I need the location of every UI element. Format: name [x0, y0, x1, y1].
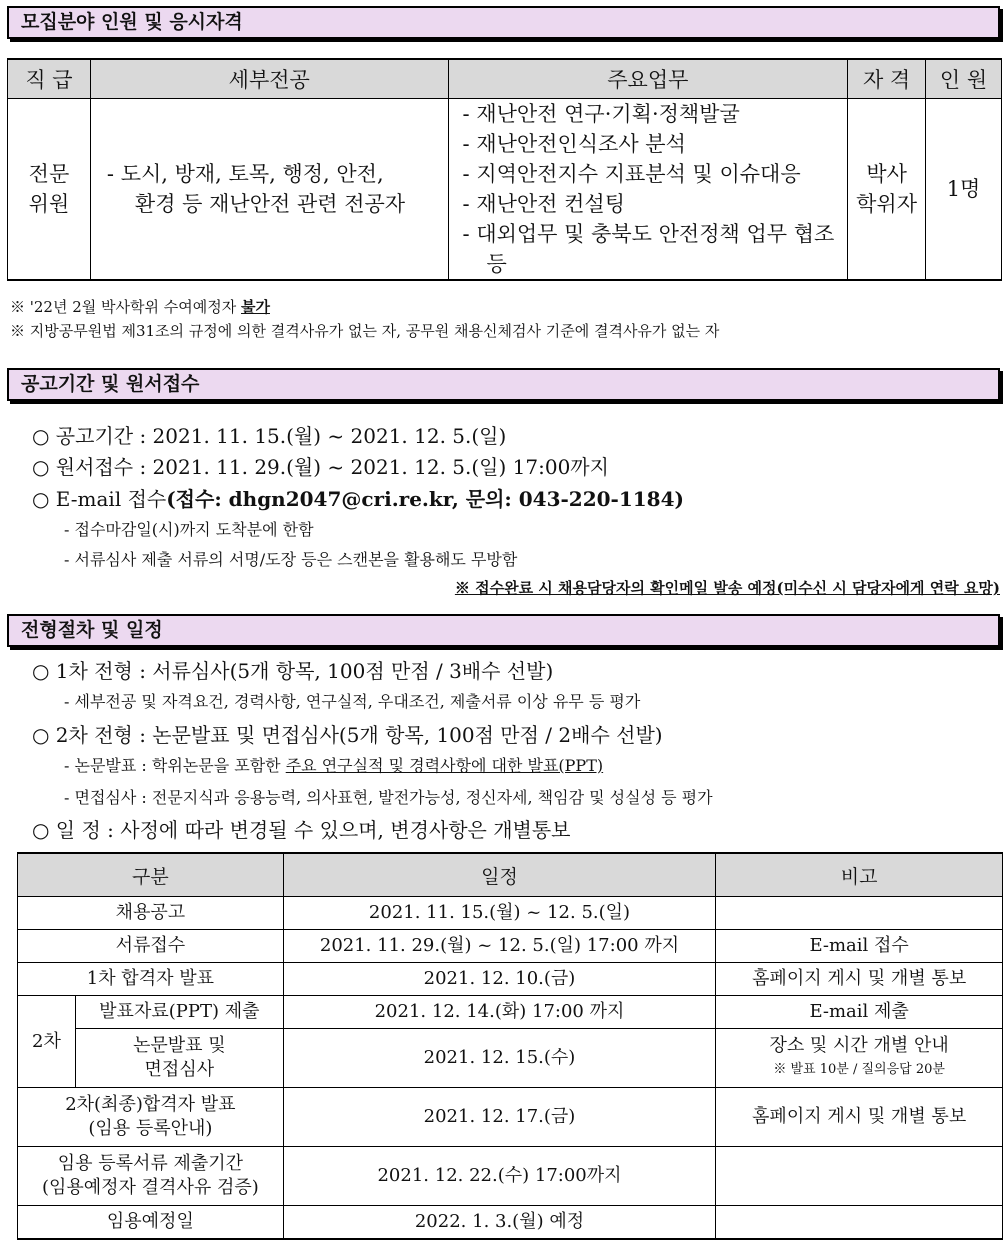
table-row: 2차 발표자료(PPT) 제출 2021. 12. 14.(화) 17:00 까지 E-mail 제출 — [18, 996, 1003, 1029]
period-notice: ○ 공고기간 : 2021. 11. 15.(월) ~ 2021. 12. 5.(일) — [32, 424, 507, 448]
header-count: 인 원 — [926, 59, 1002, 99]
section-title-recruit: 모집분야 인원 및 응시자격 — [7, 6, 1000, 39]
note-1: ※ '22년 2월 박사학위 수여예정자 불가 — [10, 298, 270, 316]
table-row: 서류접수 2021. 11. 29.(월) ~ 12. 5.(일) 17:00 까지 E-mail 접수 — [18, 930, 1003, 963]
period-sub-2: - 서류심사 제출 서류의 서명/도장 등은 스캔본을 활용해도 무방함 — [64, 550, 518, 569]
schedule-header — [18, 853, 1003, 897]
table-row: 임용예정일 2022. 1. 3.(월) 예정 — [18, 1206, 1003, 1240]
table-row: 임용 등록서류 제출기간 (임용예정자 결격사유 검증) 2021. 12. 22.(수) 17:00까지 — [18, 1147, 1003, 1206]
cell-major: - 도시, 방재, 토목, 행정, 안전, 환경 등 재난안전 관련 전공자 — [90, 99, 448, 281]
table-row: 1차 합격자 발표 2021. 12. 10.(금) 홈페이지 게시 및 개별 통보 — [18, 963, 1003, 996]
cell-duties: - 재난안전 연구·기획·정책발굴 - 재난안전인식조사 분석 - 지역안전지수 지표분석 및 이슈대응 - 재난안전 컨설팅 - 대외업무 및 충북도 안전정책 업무 협조 등 — [448, 99, 848, 281]
table-row: 논문발표 및 면접심사 2021. 12. 15.(수) 장소 및 시간 개별 안내 ※ 발표 10분 / 질의응답 20분 — [18, 1029, 1003, 1088]
process-step2-interview: - 면접심사 : 전문지식과 응용능력, 의사표현, 발전가능성, 정신자세, 책임감 및 성실성 등 평가 — [64, 788, 713, 807]
table-row: 채용공고 2021. 11. 15.(월) ~ 12. 5.(일) — [18, 897, 1003, 930]
recruit-table-header — [8, 59, 1002, 99]
process-step1-detail: - 세부전공 및 자격요건, 경력사항, 연구실적, 우대조건, 제출서류 이상 유무 등 평가 — [64, 692, 641, 711]
process-step1: ○ 1차 전형 : 서류심사(5개 항목, 100점 만점 / 3배수 선발) — [32, 659, 554, 683]
process-step2-paper: - 논문발표 : 학위논문을 포함한 주요 연구실적 및 경력사항에 대한 발표(PPT) — [64, 756, 604, 775]
cell-rank: 전문 위원 — [8, 99, 91, 281]
recruit-table — [7, 58, 1002, 281]
recruit-table-row — [8, 99, 1002, 281]
period-sub-1: - 접수마감일(시)까지 도착분에 한함 — [64, 520, 314, 539]
note-2: ※ 지방공무원법 제31조의 규정에 의한 결격사유가 없는 자, 공무원 채용신체검사 기준에 결격사유가 없는 자 — [10, 322, 720, 340]
section-title-process: 전형절차 및 일정 — [7, 614, 1000, 647]
period-email: ○ E-mail 접수(접수: dhgn2047@cri.re.kr, 문의: 043-220-1184) — [32, 487, 684, 511]
period-confirm-note: ※ 접수완료 시 채용담당자의 확인메일 발송 예정(미수신 시 담당자에게 연락 요망) — [454, 579, 1000, 597]
second-stage-label: 2차 — [18, 996, 76, 1088]
schedule-header-category: 구분 — [18, 853, 284, 897]
header-duties: 주요업무 — [448, 59, 848, 99]
header-qual: 자 격 — [848, 59, 926, 99]
header-rank: 직 급 — [8, 59, 91, 99]
process-step2: ○ 2차 전형 : 논문발표 및 면접심사(5개 항목, 100점 만점 / 2배수 선발) — [32, 723, 663, 747]
header-major: 세부전공 — [90, 59, 448, 99]
section-title-period: 공고기간 및 원서접수 — [7, 368, 1000, 401]
cell-qual: 박사 학위자 — [848, 99, 926, 281]
cell-count: 1명 — [926, 99, 1002, 281]
period-apply: ○ 원서접수 : 2021. 11. 29.(월) ~ 2021. 12. 5.(일) 17:00까지 — [32, 455, 609, 479]
process-schedule-note: ○ 일 정 : 사정에 따라 변경될 수 있으며, 변경사항은 개별통보 — [32, 818, 571, 842]
schedule-header-remark: 비고 — [716, 853, 1003, 897]
table-row: 2차(최종)합격자 발표 (임용 등록안내) 2021. 12. 17.(금) 홈페이지 게시 및 개별 통보 — [18, 1088, 1003, 1147]
schedule-table — [17, 852, 1003, 1240]
schedule-header-date: 일정 — [283, 853, 716, 897]
